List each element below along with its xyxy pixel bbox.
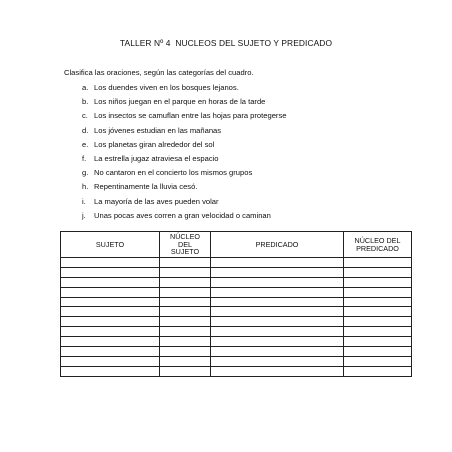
sentence-item: [82, 154, 286, 168]
table-row: [61, 317, 412, 327]
sentence-item: [82, 126, 286, 140]
sentence-item: [82, 168, 286, 182]
table-row: [61, 267, 412, 277]
cell-predicado[interactable]: [211, 327, 344, 337]
cell-nucleo-predicado[interactable]: [344, 337, 412, 347]
cell-nucleo-predicado[interactable]: [344, 297, 412, 307]
sentence-text: La mayoría de las aves pueden volar: [94, 196, 219, 206]
cell-sujeto[interactable]: [61, 366, 160, 376]
cell-nucleo-predicado[interactable]: [344, 307, 412, 317]
sentence-letter: a.: [82, 83, 89, 92]
cell-predicado[interactable]: [211, 317, 344, 327]
cell-predicado[interactable]: [211, 267, 344, 277]
cell-sujeto[interactable]: [61, 297, 160, 307]
table-row: [61, 297, 412, 307]
table-row: [61, 258, 412, 268]
cell-nucleo-predicado[interactable]: [344, 356, 412, 366]
sentence-item: [82, 97, 286, 111]
sentence-text: Repentinamente la lluvia cesó.: [94, 182, 198, 192]
sentence-text: Los duendes viven en los bosques lejanos.: [94, 83, 239, 92]
sentence-letter: b.: [82, 97, 89, 107]
table-header-row: [61, 232, 412, 258]
cell-nucleo-predicado[interactable]: [344, 317, 412, 327]
cell-nucleo-predicado[interactable]: [344, 267, 412, 277]
cell-sujeto[interactable]: [61, 356, 160, 366]
cell-predicado[interactable]: [211, 287, 344, 297]
sentence-list: [82, 83, 286, 225]
cell-predicado[interactable]: [211, 366, 344, 376]
instruction-text: Clasifica las oraciones, según las categorías del cuadro.: [64, 68, 254, 77]
classification-table: [60, 231, 412, 377]
cell-predicado[interactable]: [211, 356, 344, 366]
sentence-letter: g.: [82, 168, 89, 178]
cell-nucleo-predicado[interactable]: [344, 287, 412, 297]
cell-predicado[interactable]: [211, 258, 344, 268]
cell-sujeto[interactable]: [61, 327, 160, 337]
sentence-text: Unas pocas aves corren a gran velocidad o caminan: [94, 210, 271, 220]
cell-sujeto[interactable]: [61, 258, 160, 268]
sentence-text: Los planetas giran alrededor del sol: [94, 139, 215, 149]
table-row: [61, 347, 412, 357]
sentence-item: [82, 197, 286, 211]
cell-predicado[interactable]: [211, 297, 344, 307]
sentence-text: Los insectos se camuflan entre las hojas para protegerse: [94, 111, 287, 121]
cell-sujeto[interactable]: [61, 287, 160, 297]
cell-sujeto[interactable]: [61, 347, 160, 357]
sentence-text: No cantaron en el concierto los mismos grupos: [94, 168, 253, 178]
table-row: [61, 356, 412, 366]
cell-nucleo-sujeto[interactable]: [160, 287, 211, 297]
header-predicado: PREDICADO: [211, 232, 344, 258]
sentence-item: [82, 111, 286, 125]
cell-sujeto[interactable]: [61, 307, 160, 317]
sentence-letter: d.: [82, 125, 89, 135]
header-nucleo-predicado: NÚCLEO DEL PREDICADO: [344, 232, 412, 258]
sentence-item: [82, 211, 286, 225]
table-row: [61, 337, 412, 347]
sentence-letter: c.: [82, 111, 88, 121]
cell-sujeto[interactable]: [61, 317, 160, 327]
table-row: [61, 366, 412, 376]
cell-nucleo-sujeto[interactable]: [160, 327, 211, 337]
cell-nucleo-sujeto[interactable]: [160, 297, 211, 307]
cell-nucleo-sujeto[interactable]: [160, 307, 211, 317]
sentence-text: La estrella jugaz atraviesa el espacio: [94, 153, 219, 163]
header-sujeto: SUJETO: [61, 232, 160, 258]
cell-nucleo-sujeto[interactable]: [160, 258, 211, 268]
cell-nucleo-sujeto[interactable]: [160, 317, 211, 327]
cell-nucleo-predicado[interactable]: [344, 366, 412, 376]
cell-sujeto[interactable]: [61, 337, 160, 347]
cell-nucleo-sujeto[interactable]: [160, 347, 211, 357]
cell-nucleo-predicado[interactable]: [344, 327, 412, 337]
header-nucleo-sujeto: NÚCLEO DEL SUJETO: [160, 232, 211, 258]
cell-predicado[interactable]: [211, 277, 344, 287]
cell-nucleo-predicado[interactable]: [344, 258, 412, 268]
sentence-letter: h.: [82, 182, 89, 192]
cell-nucleo-sujeto[interactable]: [160, 267, 211, 277]
sentence-item: [82, 140, 286, 154]
sentence-text: Los niños juegan en el parque en horas de la tarde: [94, 97, 266, 107]
sentence-item: [82, 182, 286, 196]
cell-predicado[interactable]: [211, 307, 344, 317]
cell-nucleo-predicado[interactable]: [344, 277, 412, 287]
cell-sujeto[interactable]: [61, 267, 160, 277]
cell-nucleo-predicado[interactable]: [344, 347, 412, 357]
sentence-item: [82, 83, 286, 97]
sentence-text: Los jóvenes estudian en las mañanas: [94, 125, 222, 135]
sentence-letter: j.: [82, 210, 86, 220]
cell-predicado[interactable]: [211, 347, 344, 357]
cell-sujeto[interactable]: [61, 277, 160, 287]
table-row: [61, 277, 412, 287]
sentence-letter: i.: [82, 196, 86, 206]
table-row: [61, 307, 412, 317]
sentence-letter: e.: [82, 139, 89, 149]
cell-nucleo-sujeto[interactable]: [160, 337, 211, 347]
page-title: TALLER Nº 4 NUCLEOS DEL SUJETO Y PREDICADO: [119, 38, 333, 48]
table-row: [61, 327, 412, 337]
cell-nucleo-sujeto[interactable]: [160, 277, 211, 287]
sentence-letter: f.: [82, 153, 87, 163]
cell-predicado[interactable]: [211, 337, 344, 347]
cell-nucleo-sujeto[interactable]: [160, 356, 211, 366]
cell-nucleo-sujeto[interactable]: [160, 366, 211, 376]
table-row: [61, 287, 412, 297]
